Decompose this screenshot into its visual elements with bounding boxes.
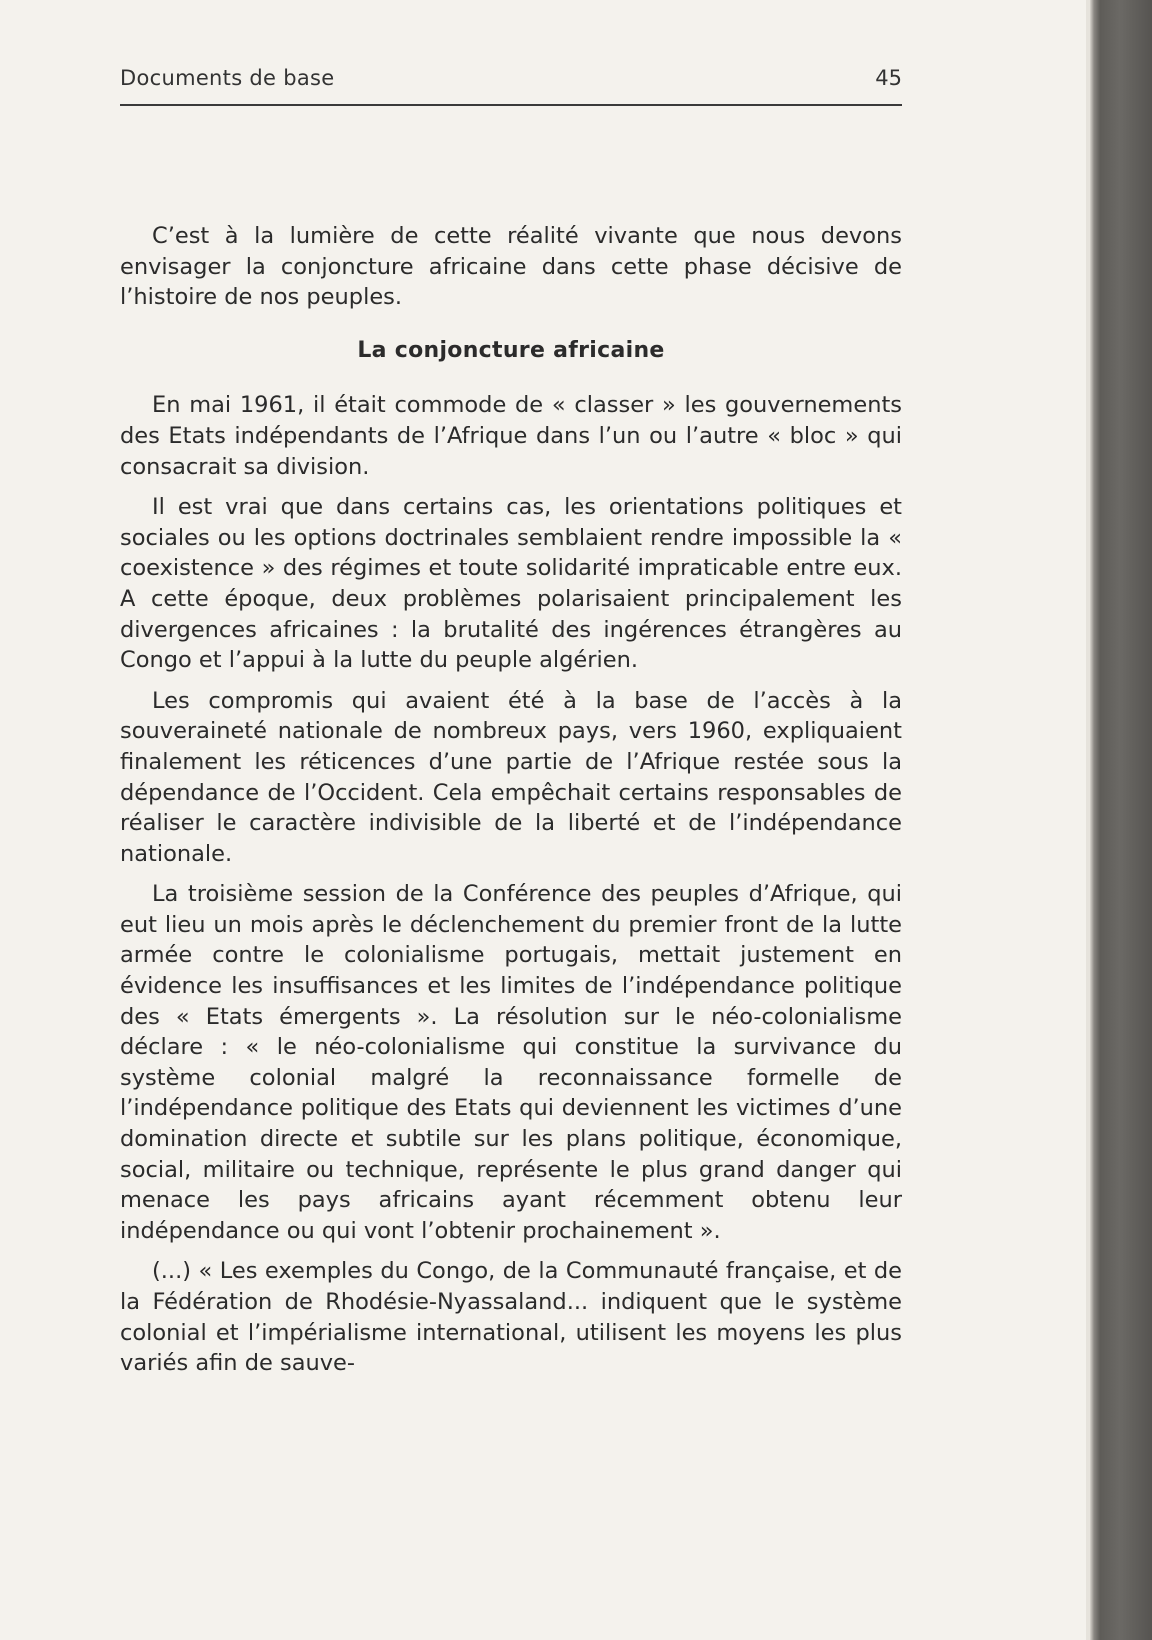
section-heading: La conjoncture africaine bbox=[357, 337, 665, 363]
paragraph: En mai 1961, il était commode de « classer » les gouvernements des Etats indépendants de l’Afrique dans l’un ou l’autre « bloc » qui consacrait sa division. bbox=[120, 392, 902, 480]
page-header bbox=[120, 66, 902, 100]
paragraph: Les compromis qui avaient été à la base de l’accès à la souveraineté nationale de nombreux pays, vers 1960, expliquaient finalement les réticences d’une partie de l’Afrique restée sous la dépendance de l’Occident. Cela empêchait certains responsables de réaliser le caractère indivisible de la liberté et de l’indépendance nationale. bbox=[120, 687, 902, 867]
intro-paragraph: C’est à la lumière de cette réalité vivante que nous devons envisager la conjoncture africaine dans cette phase décisive de l’histoire de nos peuples. bbox=[120, 223, 902, 311]
book-spine bbox=[1090, 0, 1152, 1640]
body-text bbox=[120, 221, 902, 1389]
paragraph: La troisième session de la Conférence des peuples d’Afrique, qui eut lieu un mois après le déclenchement du premier front de la lutte armée contre le colonialisme portugais, mettait justement en évidence les insuffisances et les limites de l’indépendance politique des « Etats émergents ». La résolution sur le néo-colonialisme déclare : « le néo-colonialisme qui constitue la survivance du système colonial malgré la reconnaissance formelle de l’indépendance politique des Etats qui deviennent les victimes d’une domination directe et subtile sur les plans politique, économique, social, militaire ou technique, représente le plus grand danger qui menace les pays africains ayant récemment obtenu leur indépendance ou qui vont l’obtenir prochainement ». bbox=[120, 881, 902, 1244]
running-title: Documents de base bbox=[120, 66, 335, 90]
page-number: 45 bbox=[875, 66, 902, 90]
paragraph: Il est vrai que dans certains cas, les orientations politiques et sociales ou les options doctrinales semblaient rendre impossible la « coexistence » des régimes et toute solidarité impraticable entre eux. A cette époque, deux problèmes polarisaient principalement les divergences africaines : la brutalité des ingérences étrangères au Congo et l’appui à la lutte du peuple algérien. bbox=[120, 494, 902, 674]
paragraph: (...) « Les exemples du Congo, de la Communauté française, et de la Fédération de Rhodésie-Nyassaland... indiquent que le système colonial et l’impérialisme international, utilisent les moyens les plus variés afin de sauve- bbox=[120, 1258, 902, 1377]
header-rule bbox=[120, 104, 902, 106]
